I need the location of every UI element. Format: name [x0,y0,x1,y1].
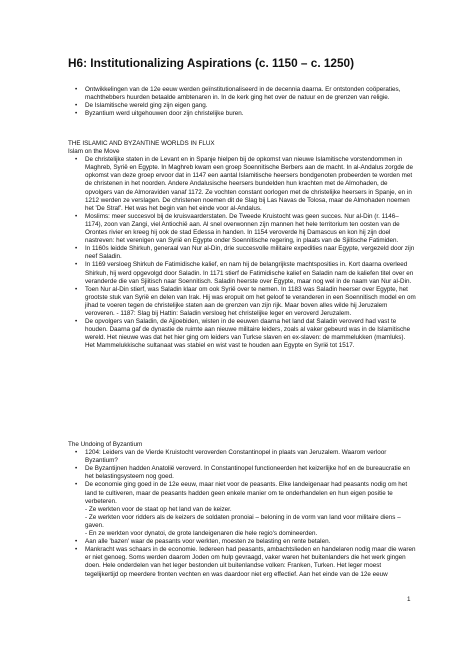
list-item: • De Islamitische wereld ging zijn eigen gang. [68,102,416,110]
list-item: • Ontwikkelingen van de 12e eeuw werden geïnstitutionaliseerd in de decennia daarna. Er ontstonden coöperaties, machthebbers huurden betaalde ambtenaren in. In de kerk ging het over de natuur en de grenzen van religie. [68,86,416,102]
section-islamic-byzantine [68,140,416,350]
list-item: • Moslims: meer succesvol bij de kruisvaarderstaten. De Tweede Kruistocht was geen succes. Nur al-Din (r. 1146–1174), zoon van Zangi, viel Antiochië aan. Al snel overwonnen zijn mannen het hele territorium ten oosten van de Orontes rivier en kreeg hij ook de stad Edessa in handen. In 1154 veroverde hij Damascus en kon hij zijn doel nastreven: het verenigen van Syrië en Egypte onder Soennitische regering, in plaats van de Sjiitische Fatimiden. [68,213,416,245]
intro-list [68,86,416,118]
list-item: • Byzantium werd uitgehouwen door zijn christelijke buren. [68,110,416,118]
dash-item: - Ze werkten voor de staat op het land van de keizer. [85,505,232,513]
list-item: • Toen Nur al-Din stierf, was Saladin klaar om ook Syrië over te nemen. In 1183 was Saladin heerser over Egypte, het grootste stuk van Syrië en delen van Irak. Hij was eropuit om het geloof te veranderen in een Soennitisch model en om jihad te voeren tegen de christelijke staten aan de grenzen van zijn rijk. Maar boven alles wilde hij Jeruzalem veroveren. - 1187: Slag bij Hattin: Saladin versloeg het christelijke leger en veroverd Jeruzalem. [68,286,416,318]
byzantium-list-continued [68,538,416,578]
page-number: 1 [407,596,411,603]
section-byzantium [68,441,416,579]
page-title: H6: Institutionalizing Aspirations (c. 1150 – c. 1250) [68,56,355,70]
byzantium-list [68,449,416,506]
intro-section [68,86,416,118]
section-subheading: The Undoing of Byzantium [68,441,143,448]
list-item: • De christelijke staten in de Levant en in Spanje hielpen bij de opkomst van nieuwe Islamitische vorstendommen in Maghreb, Syrië en Egypte. In Maghreb kwam een groep Soennitische Berbers aan de macht. In al-Andalus zorgde de opkomst van deze groep ervoor dat in 1147 een aantal Islamitische heersers bondgenoten probeerden te worden met de christenen in het noorden. Andere Andalusische heersers bundelden hun krachten met de Almohaden, de opvolgers van de Almoraviden vanaf 1172. Ze vochten constant oorlogen met de christelijke heersers in Spanje, en in 1212 werden ze verslagen. De christenen noemen dit de Slag bij Las Navas de Tolosa, maar de Almohaden noemen het 'De Straf'. Het was het begin van het einde voor al-Andalus. [68,156,416,213]
section-subheading: Islam on the Move [68,148,120,156]
peasant-dash-list [68,506,416,538]
section-heading: THE ISLAMIC AND BYZANTINE WORLDS IN FLUX [68,140,215,147]
list-item: • Mankracht was schaars in de economie. Iedereen had peasants, ambachtslieden en handelaren nodig maar die waren er niet genoeg. Soms werden daarom Joden om hulp gevraagd, vaker waren het buitenlanders die het werk gingen doen. Hele onderdelen van het leger bestonden uit buitenlandse volken: Franken, Turken. Het leger moest tegelijkertijd op meerdere fronten vechten en was daardoor niet erg effectief. Aan het einde van de 12e eeuw [68,546,416,578]
dash-item: - Ze werkten voor ridders als de keizers de soldaten pronoiai – beloning in de vorm van land voor militaire diens – gaven. [85,513,401,529]
list-item: • In 1169 versloeg Shirkuh de Fatimidische kalief, en nam hij de belangrijkste machtsposities in. Kort daarna overleed Shirkuh, hij werd opgevolgd door Saladin. In 1171 stierf de Fatimidische kalief en Saladin nam de kaliefen titel over en veranderde die van Sjiitisch naar Soennitisch. Saladin heerste over Egypte, maar nog wel in de naam van Nur al-Din. [68,261,416,285]
list-item: • De Byzantijnen hadden Anatolië veroverd. In Constantinopel functioneerden het keizerlijke hof en de bureaucratie en het belastingsysteem nog goed. [68,465,416,481]
list-item: • De economie ging goed in de 12e eeuw, maar niet voor de peasants. Elke landeigenaar had peasants nodig om het land te cultiveren, maar de peasants hadden geen enkele manier om te onderhandelen en hun eigen positie te verbeteren. [68,481,416,505]
list-item: • De opvolgers van Saladin, de Ajjoebiden, wisten in de eeuwen daarna het land dat Saladin veroverd had vast te houden. Daarna gaf de dynastie de ruimte aan nieuwe militaire leiders, zoals al vaker gebeurd was in de Islamitische wereld. Het nieuwe was dat het hier ging om leiders van Turkse slaven en ex-slaven: de mammelukken (mamluks). Het Mammelukkische sultanaat was stabiel en wist vast te houden aan Egypte en Syrië tot 1517. [68,318,416,350]
dash-item: - En ze werkten voor dynatoi, de grote landeigenaren die hele regio's domineerden. [85,530,318,538]
islam-list [68,156,416,350]
list-item: • 1204: Leiders van de Vierde Kruistocht veroverden Constantinopel in plaats van Jeruzalem. Waarom verloor Byzantium? [68,449,416,465]
list-item: • Aan alle 'bazen' waar de peasants voor werkten, moesten ze belasting en rente betalen. [68,538,416,546]
list-item: • In 1160s leidde Shirkuh, generaal van Nur al-Din, drie succesvolle militaire expedities naar Egypte, vergezeld door zijn neef Saladin. [68,245,416,261]
